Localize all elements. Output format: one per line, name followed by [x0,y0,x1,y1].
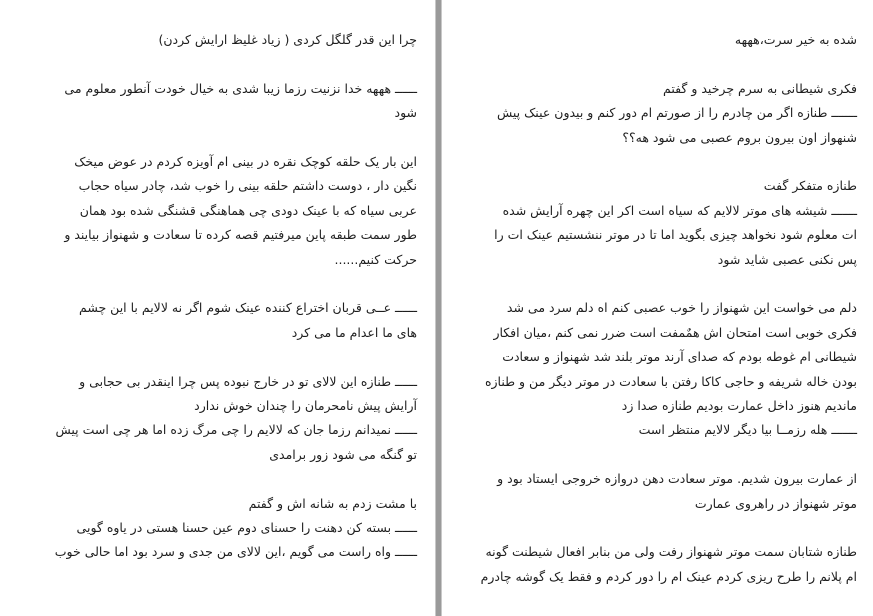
text-line: ــــــ واه راست می گویم ،این لالای من جدی و سرد بود اما حالی خوب [54,544,417,560]
right-page-text [460,28,857,614]
text-line: ماندیم هنوز داخل عمارت بودیم طنازه صدا زد [621,398,857,414]
text-line: ــــــ هههه خدا نزنیت رزما زیبا شدی به خیال خودت آنطور معلوم می [64,80,417,96]
right-page [441,0,873,616]
paragraph [22,150,417,272]
text-line: شنهواز اون بیرون بروم عصبی می شود هه؟؟ [622,129,857,145]
text-line: فکری خوبی است امتحان اش همٌمفت است ضرر نمی کنم ،میان افکار [493,324,857,340]
text-line: فکری شیطانی به سرم چرخید و گفتم [663,80,857,96]
text-line: ــــــ طنازه این لالای تو در خارج نبوده پس چرا اینقدر بی حجابی و [79,373,417,389]
text-line: شود [394,105,417,121]
paragraph [22,77,417,126]
text-line: چرا این قدر گلگل کردی ( زیاد غلیظ ارایش کردن) [158,32,417,47]
paragraph [460,77,857,150]
text-line: عربی سیاه که با عینک دودی چی هماهنگی قشنگی شده بود همان [79,202,417,218]
text-line: طنازه متفکر گفت [763,178,857,194]
paragraph [22,370,417,468]
text-line: آرایش پیش نامحرمان را چندان خوش ندارد [194,398,417,414]
text-line: بودن خاله شریفه و حاجی کاکا رفتن با سعادت در موتر دیگر من و طنازه [484,373,857,389]
text-line: ـــــــ شیشه های موتر لالایم که سیاه است اکر این چهره آرایش شده [502,202,857,218]
paragraph [460,28,857,52]
text-line: دلم می خواست این شهنواز را خوب عصبی کنم اه دلم سرد می شد [506,300,857,316]
text-line: طور سمت طبقه پاین میرفتیم قصه کرده تا سعادت و شهنواز بیایند و [64,227,417,243]
text-line: موتر شهنواز در راهروی عمارت [694,495,857,511]
text-line: تو گنگه می شود زور برامدی [269,446,417,462]
text-line: طنازه شتابان سمت موتر شهنواز رفت ولی من بنابر افعال شیطنت گونه [485,544,857,560]
left-page [0,0,436,616]
paragraph [460,174,857,272]
text-line: حرکت کنیم...... [334,251,417,267]
text-line: ـــــــ طنازه اگر من چادرم را از صورتم ام دور کنم و بیدون عینک پیش [496,105,857,121]
text-line: با مشت زدم به شانه اش و گفتم [248,495,417,511]
text-line: نگین دار ، دوست داشتم حلقه بینی را خوب شد، چادر سیاه حجاب [78,178,417,194]
text-line: این بار یک حلقه کوچک نقره در بینی ام آویزه کردم در عوض میخک [74,154,417,169]
text-line: های ما اعدام ما می کرد [291,324,417,340]
paragraph [22,28,417,52]
text-line: شده به خیر سرت،هههه [734,32,857,47]
paragraph [460,296,857,442]
text-line: ام پلانم را طرح ریزی کردم عینک ام را دور کردم و فقط یک گوشه چادرم [480,568,857,584]
text-line: ات معلوم شود نخواهد چیزی بگوید اما تا در موتر ننشستیم عینک ات را [494,227,857,243]
left-page-text [22,28,417,589]
paragraph [22,296,417,345]
text-line: از عمارت بیرون شدیم. موتر سعادت دهن دروازه خروجی ایستاد بود و [497,471,857,487]
text-line: ــــــ بسته کن دهنت را حسنای دوم عین حسنا هستی در یاوه گویی [76,520,417,536]
text-line: ــــــ نمیدانم رزما جان که لالایم را چی مرگ زده اما هر چی است پیش [55,422,417,438]
text-line: ـــــــ هله رزمــا بیا دیگر لالایم منتظر است [638,422,857,438]
text-line: پس نکنی عصبی شاید شود [717,251,857,267]
text-line: ــــــ عــی قربان اختراع کننده عینک شوم اگر نه لالایم با این چشم [79,300,417,316]
paragraph [460,540,857,589]
text-line: شیطانی ام غوطه بودم که صدای آرند موتر بلند شد شهنواز و سعادت [502,349,857,365]
paragraph [22,492,417,565]
paragraph [460,467,857,516]
